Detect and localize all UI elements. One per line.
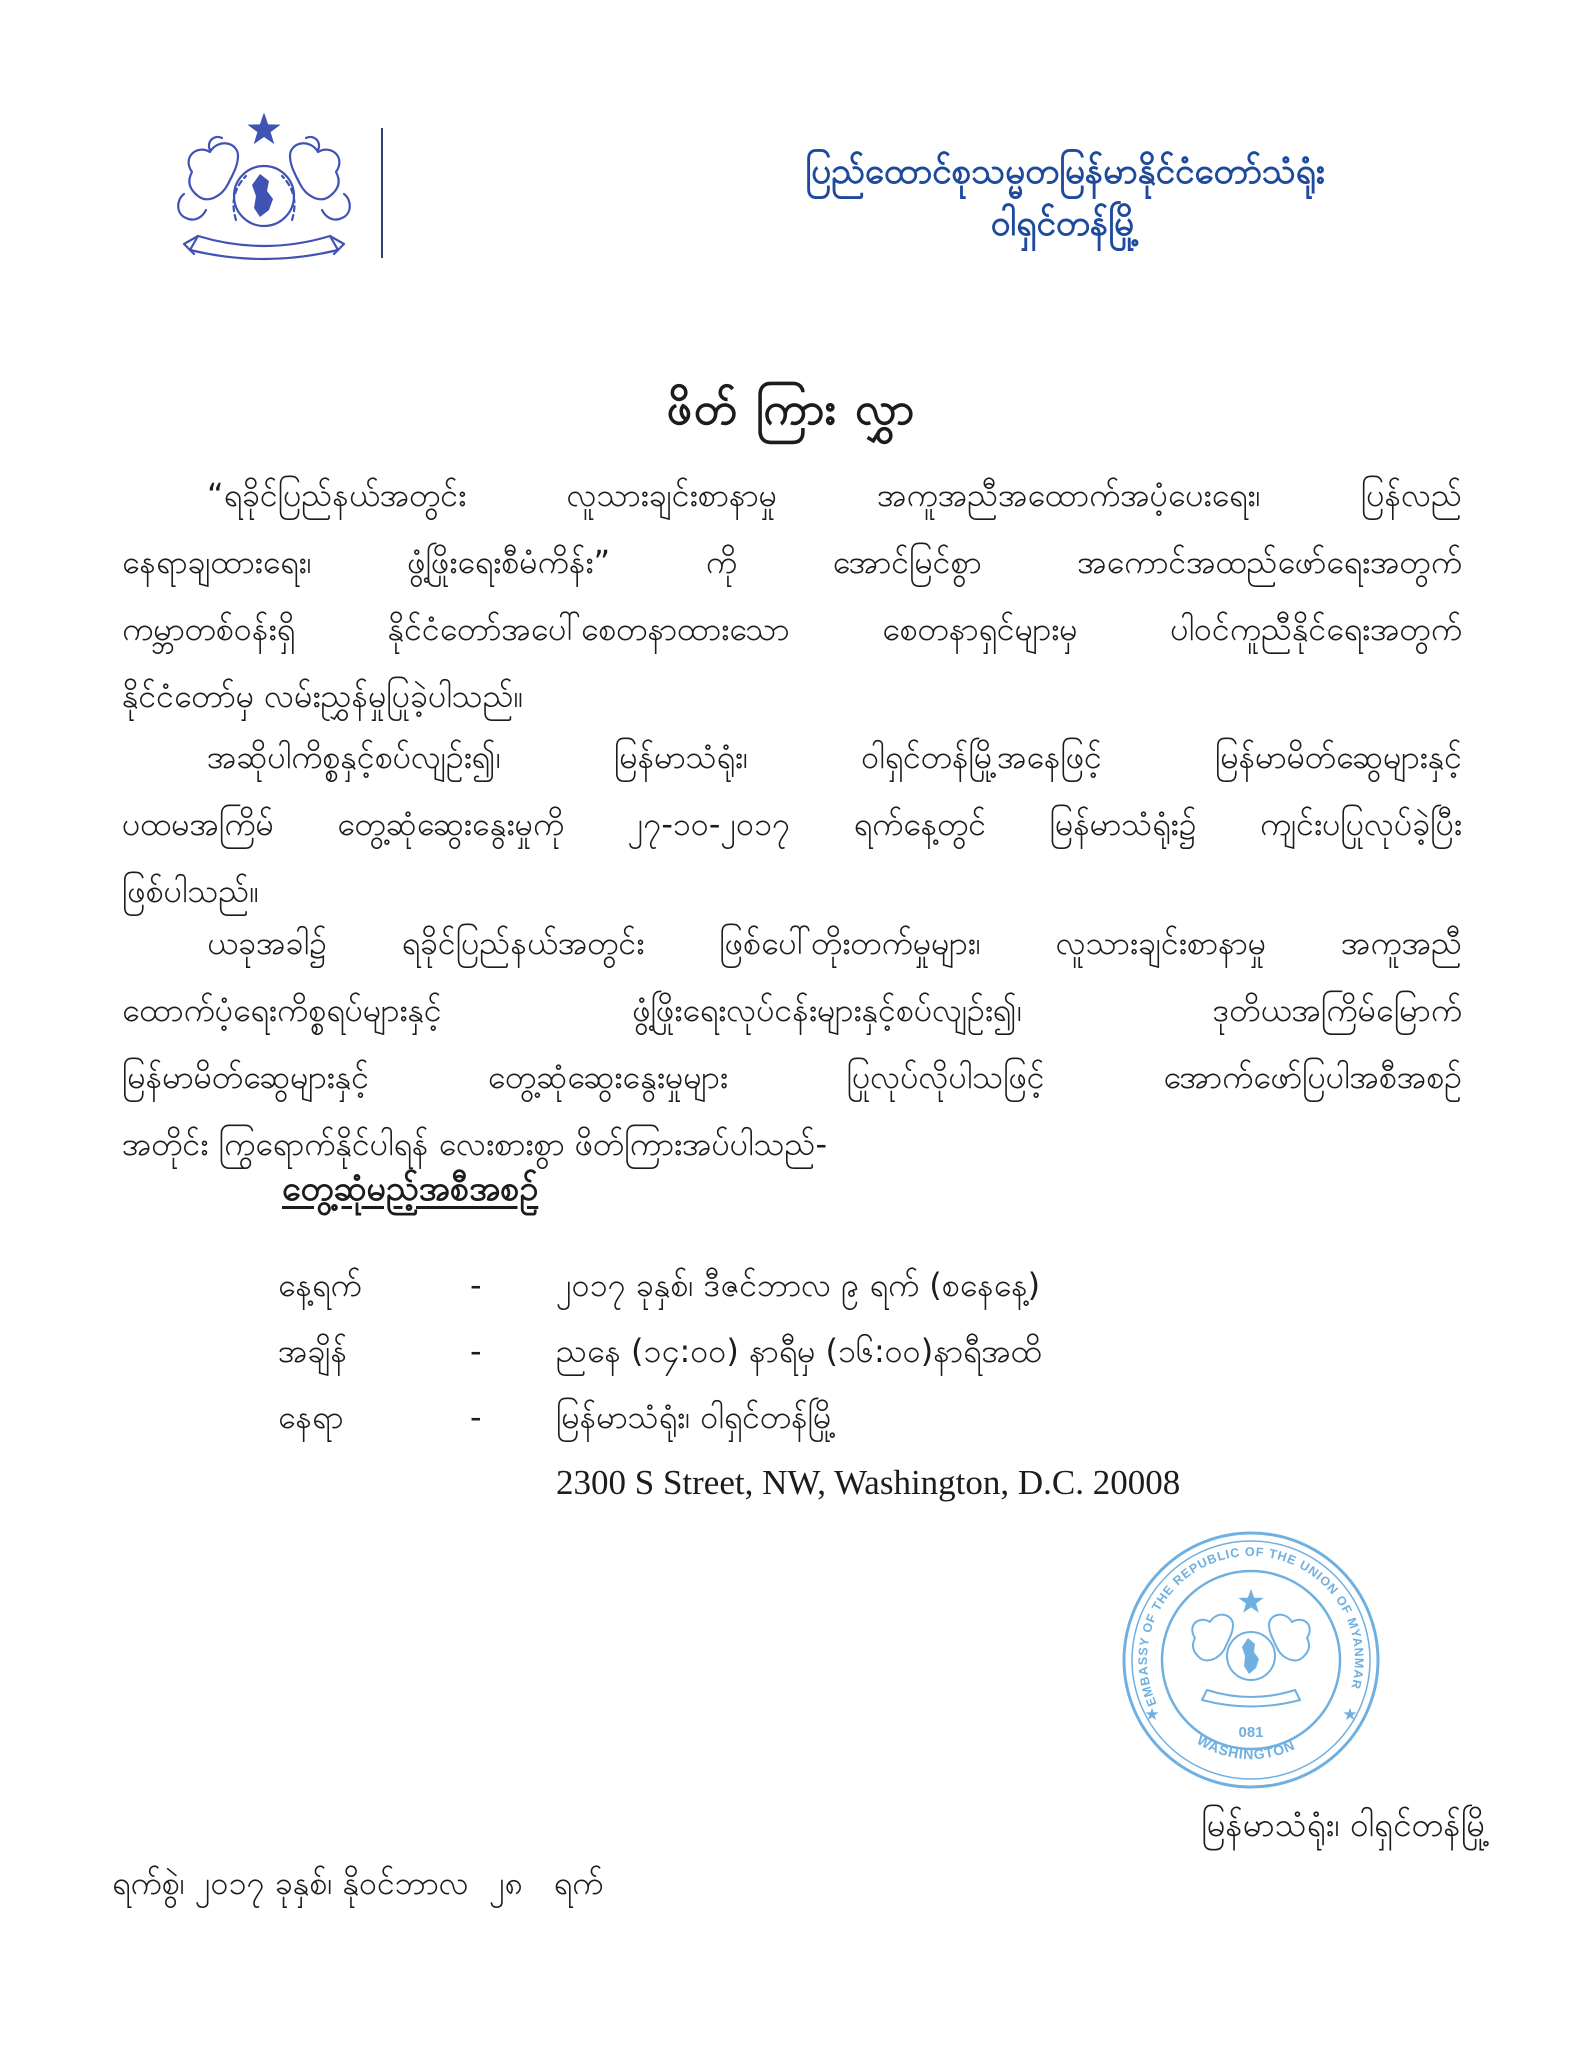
letterhead-divider-line xyxy=(381,128,383,258)
paragraph-1 xyxy=(122,462,1462,730)
letterhead xyxy=(640,146,1490,250)
paragraph-3-line: ယခုအခါ၌ ရခိုင်ပြည်နယ်အတွင်း ဖြစ်ပေါ်တိုးတက်မှုများ၊ လူသားချင်းစာနာမှု အကူအညီ xyxy=(207,924,1462,962)
venue-address: 2300 S Street, NW, Washington, D.C. 20008 xyxy=(556,1463,1181,1502)
signature-block: မြန်မာသံရုံး၊ ဝါရှင်တန်မြို့ xyxy=(1200,1805,1490,1844)
paragraph-2-line: ပထမအကြိမ် တွေ့ဆုံဆွေးနွေးမှုကို ၂၇-၁၀-၂၀၁၇ ရက်နေ့တွင် မြန်မာသံရုံး၌ ကျင်းပပြုလုပ်ခဲ့ပြီး xyxy=(122,805,1462,843)
seal-left-star-icon: ★ xyxy=(1144,1705,1160,1724)
schedule-label: နေရာ xyxy=(278,1398,344,1436)
letter-date: ရက်စွဲ၊ ၂၀၁၇ ခုနှစ်၊ နိုဝင်ဘာလ ၂၈ ရက် xyxy=(112,1864,604,1902)
schedule-row-date xyxy=(278,1252,1378,1318)
embassy-name-line1: ပြည်ထောင်စုသမ္မတမြန်မာနိုင်ငံတော်သံရုံး xyxy=(805,152,1325,192)
paragraph-3 xyxy=(122,910,1462,1178)
schedule-value: ညနေ (၁၄:၀၀) နာရီမှ (၁၆:၀၀)နာရီအထိ xyxy=(556,1332,1042,1370)
seal-center-emblem-icon xyxy=(1192,1589,1309,1707)
document-title: ဖိတ် ကြား လွှာ xyxy=(666,384,917,435)
paragraph-3-line: ထောက်ပံ့ရေးကိစ္စရပ်များနှင့် ဖွံ့ဖြိုးရေးလုပ်ငန်းများနှင့်စပ်လျဉ်း၍၊ ဒုတိယအကြိမ်မြောက် xyxy=(122,991,1462,1029)
paragraph-2-line: ဖြစ်ပါသည်။ xyxy=(122,872,259,910)
schedule-separator: - xyxy=(470,1398,482,1436)
paragraph-2-line: အဆိုပါကိစ္စနှင့်စပ်လျဉ်း၍၊ မြန်မာသံရုံး၊ ဝါရှင်တန်မြို့အနေဖြင့် မြန်မာမိတ်ဆွေများနှင့် xyxy=(207,738,1462,776)
paragraph-2 xyxy=(122,724,1462,925)
seal-ring-text: EMBASSY OF THE REPUBLIC OF THE UNION OF MYANMAR xyxy=(1135,1544,1367,1709)
schedule-row-venue xyxy=(278,1384,1378,1450)
myanmar-state-emblem-icon xyxy=(148,110,380,262)
paragraph-1-line: “ရခိုင်ပြည်နယ်အတွင်း လူသားချင်းစာနာမှု အကူအညီအထောက်အပံ့ပေးရေး၊ ပြန်လည် xyxy=(207,476,1462,514)
schedule-label: အချိန် xyxy=(278,1332,347,1370)
embassy-name-line2: ဝါရှင်တန်မြို့ xyxy=(990,204,1140,244)
embassy-round-seal xyxy=(1101,1510,1401,1810)
seal-right-star-icon: ★ xyxy=(1342,1705,1358,1724)
paragraph-1-line: နေရာချထားရေး၊ ဖွံ့ဖြိုးရေးစီမံကိန်း” ကို အောင်မြင်စွာ အကောင်အထည်ဖော်ရေးအတွက် xyxy=(122,543,1462,581)
paragraph-1-line: ကမ္ဘာတစ်ဝန်းရှိ နိုင်ငံတော်အပေါ်စေတနာထားသော စေတနာရှင်များမှ ပါဝင်ကူညီနိုင်ရေးအတွက် xyxy=(122,610,1462,648)
paragraph-3-line: မြန်မာမိတ်ဆွေများနှင့် တွေ့ဆုံဆွေးနွေးမှုများ ပြုလုပ်လိုပါသဖြင့် အောက်ဖော်ပြပါအစီအစဉ် xyxy=(122,1058,1462,1096)
schedule-row-time xyxy=(278,1318,1378,1384)
paragraph-1-line: နိုင်ငံတော်မှ လမ်းညွှန်မှုပြုခဲ့ပါသည်။ xyxy=(122,677,524,715)
schedule-separator: - xyxy=(470,1266,482,1304)
seal-bottom-text: WASHINGTON xyxy=(1194,1731,1297,1763)
paragraph-3-line: အတိုင်း ကြွရောက်နိုင်ပါရန် လေးစားစွာ ဖိတ်ကြားအပ်ပါသည်- xyxy=(122,1125,827,1163)
schedule xyxy=(278,1252,1378,1516)
schedule-value: ၂၀၁၇ ခုနှစ်၊ ဒီဇင်ဘာလ ၉ ရက် (စနေနေ့) xyxy=(556,1266,1041,1304)
schedule-heading: တွေ့ဆုံမည့်အစီအစဉ် xyxy=(282,1169,539,1209)
seal-number: 081 xyxy=(1238,1724,1264,1741)
schedule-value: မြန်မာသံရုံး၊ ဝါရှင်တန်မြို့ xyxy=(556,1398,837,1436)
schedule-separator: - xyxy=(470,1332,482,1370)
schedule-label: နေ့ရက် xyxy=(278,1266,362,1304)
